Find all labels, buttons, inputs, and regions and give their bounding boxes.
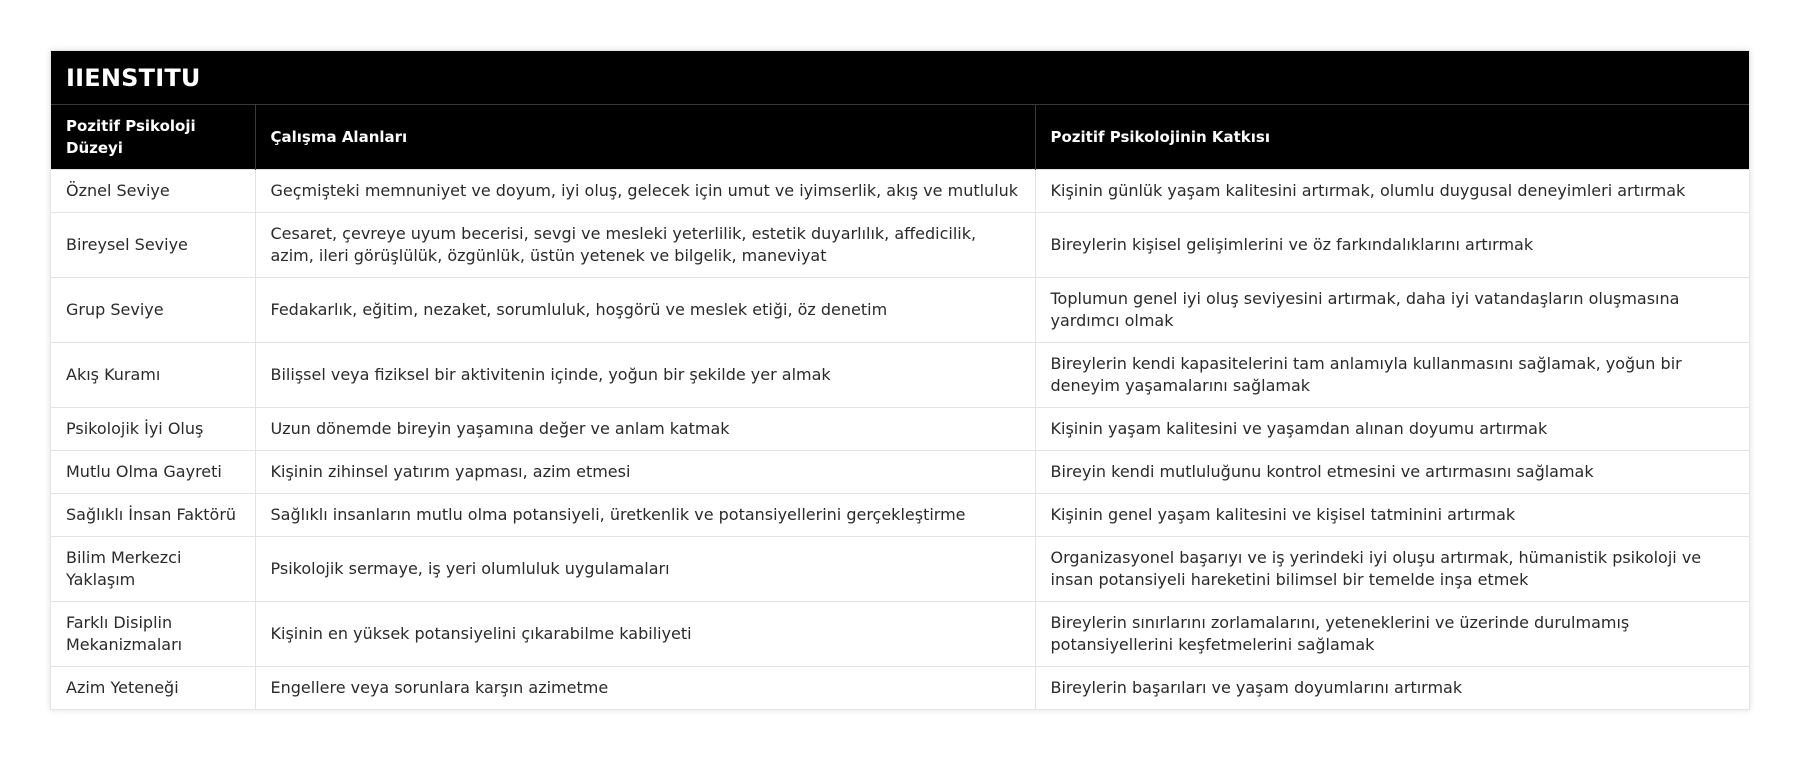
- table-cell: Farklı Disiplin Mekanizmaları: [51, 601, 255, 666]
- table-row: [51, 342, 1749, 407]
- table-cell: Azim Yeteneği: [51, 666, 255, 709]
- table-row: [51, 493, 1749, 536]
- table-cell: Kişinin yaşam kalitesini ve yaşamdan alınan doyumu artırmak: [1035, 407, 1749, 450]
- table-cell: Organizasyonel başarıyı ve iş yerindeki iyi oluşu artırmak, hümanistik psikoloji ve insan potansiyeli hareketini bilimsel bir temelde inşa etmek: [1035, 536, 1749, 601]
- table-cell: Kişinin en yüksek potansiyelini çıkarabilme kabiliyeti: [255, 601, 1035, 666]
- column-header: Çalışma Alanları: [255, 105, 1035, 169]
- table-cell: Psikolojik İyi Oluş: [51, 407, 255, 450]
- table-row: [51, 601, 1749, 666]
- table-card: [50, 50, 1750, 710]
- table-cell: Grup Seviye: [51, 277, 255, 342]
- brand-title: IIENSTITU: [51, 51, 1749, 105]
- table-row: [51, 212, 1749, 277]
- table-cell: Mutlu Olma Gayreti: [51, 450, 255, 493]
- table-cell: Psikolojik sermaye, iş yeri olumluluk uygulamaları: [255, 536, 1035, 601]
- table-cell: Sağlıklı İnsan Faktörü: [51, 493, 255, 536]
- header-row: [51, 105, 1749, 169]
- table-row: [51, 169, 1749, 212]
- table-cell: Geçmişteki memnuniyet ve doyum, iyi oluş, gelecek için umut ve iyimserlik, akış ve mutluluk: [255, 169, 1035, 212]
- table-row: [51, 450, 1749, 493]
- table-cell: Bilim Merkezci Yaklaşım: [51, 536, 255, 601]
- table-cell: Sağlıklı insanların mutlu olma potansiyeli, üretkenlik ve potansiyellerini gerçekleştirme: [255, 493, 1035, 536]
- table-cell: Akış Kuramı: [51, 342, 255, 407]
- table-cell: Kişinin genel yaşam kalitesini ve kişisel tatminini artırmak: [1035, 493, 1749, 536]
- table-row: [51, 666, 1749, 709]
- table-row: [51, 407, 1749, 450]
- table-cell: Toplumun genel iyi oluş seviyesini artırmak, daha iyi vatandaşların oluşmasına yardımcı olmak: [1035, 277, 1749, 342]
- table-cell: Fedakarlık, eğitim, nezaket, sorumluluk, hoşgörü ve meslek etiği, öz denetim: [255, 277, 1035, 342]
- table-cell: Bireysel Seviye: [51, 212, 255, 277]
- table-row: [51, 536, 1749, 601]
- table-cell: Bireylerin kişisel gelişimlerini ve öz farkındalıklarını artırmak: [1035, 212, 1749, 277]
- table-cell: Bireyin kendi mutluluğunu kontrol etmesini ve artırmasını sağlamak: [1035, 450, 1749, 493]
- column-header: Pozitif Psikolojinin Katkısı: [1035, 105, 1749, 169]
- table-cell: Kişinin zihinsel yatırım yapması, azim etmesi: [255, 450, 1035, 493]
- table-cell: Bireylerin kendi kapasitelerini tam anlamıyla kullanmasını sağlamak, yoğun bir deneyim yaşamalarını sağlamak: [1035, 342, 1749, 407]
- table-cell: Uzun dönemde bireyin yaşamına değer ve anlam katmak: [255, 407, 1035, 450]
- table-row: [51, 277, 1749, 342]
- table-cell: Bilişsel veya fiziksel bir aktivitenin içinde, yoğun bir şekilde yer almak: [255, 342, 1035, 407]
- table-cell: Cesaret, çevreye uyum becerisi, sevgi ve mesleki yeterlilik, estetik duyarlılık, affedicilik, azim, ileri görüşlülük, özgünlük, üstün yetenek ve bilgelik, maneviyat: [255, 212, 1035, 277]
- table-cell: Öznel Seviye: [51, 169, 255, 212]
- table-cell: Bireylerin sınırlarını zorlamalarını, yeteneklerini ve üzerinde durulmamış potansiyellerini keşfetmelerini sağlamak: [1035, 601, 1749, 666]
- table-cell: Bireylerin başarıları ve yaşam doyumlarını artırmak: [1035, 666, 1749, 709]
- column-header: Pozitif Psikoloji Düzeyi: [51, 105, 255, 169]
- table-cell: Kişinin günlük yaşam kalitesini artırmak, olumlu duygusal deneyimleri artırmak: [1035, 169, 1749, 212]
- table-cell: Engellere veya sorunlara karşın azimetme: [255, 666, 1035, 709]
- data-table: [51, 105, 1749, 709]
